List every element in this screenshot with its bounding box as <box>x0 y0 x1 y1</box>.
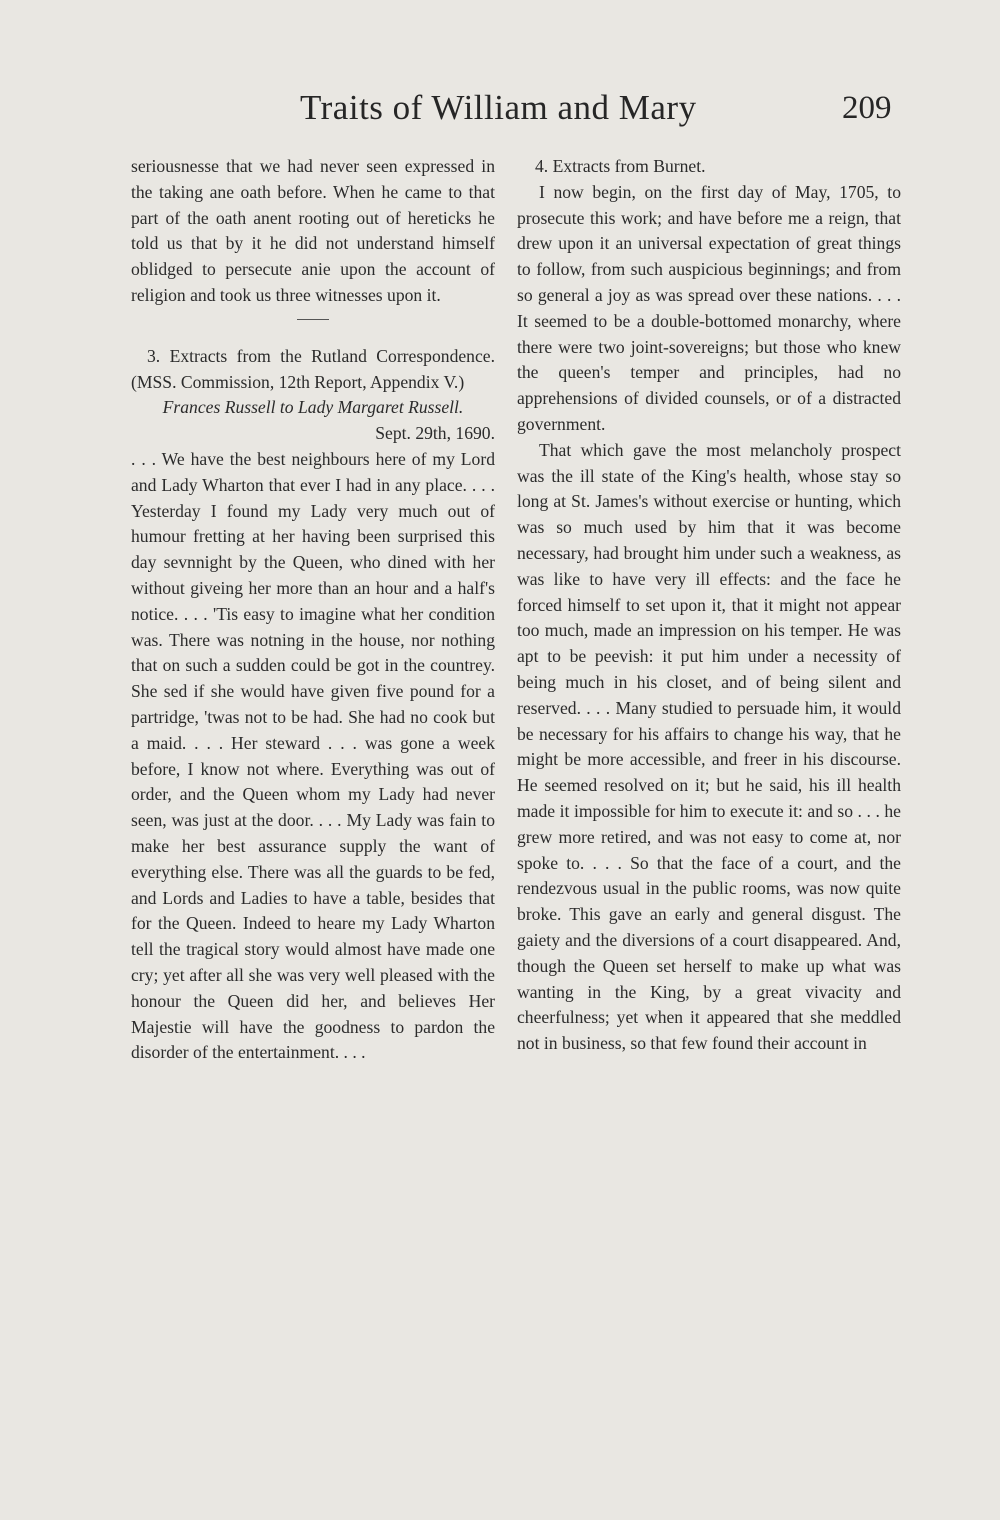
right-column <box>517 154 901 1057</box>
letter-body: . . . We have the best neighbours here of my Lord and Lady Wharton that ever I had in any place. . . . Yesterday I found my Lady very much out of humour fretting at her having been surprised this day sevnnight by the Queen, who dined with her without giveing her more than an hour and a half's notice. . . . 'Tis easy to imagine what her condition was. There was notning in the house, nor nothing that on such a sudden could be got in the countrey. She sed if she would have given five pound for a partridge, 'twas not to be had. She had no cook but a maid. . . . Her steward . . . was gone a week before, I know not where. Everything was out of order, and the Queen whom my Lady had never seen, was just at the door. . . . My Lady was fain to make her best assurance supply the want of everything else. There was all the guards to be fed, and Lords and Ladies to have a table, besides that for the Queen. Indeed to heare my Lady Wharton tell the tragical story would almost have made one cry; yet after all she was very well pleased with the honour the Queen did her, and believes Her Majestie will have the goodness to pardon the disorder of the entertainment. . . . <box>131 448 495 1063</box>
section-heading-rutland: 3. Extracts from the Rutland Correspondence. (MSS. Commission, 12th Report, Appendix V.) <box>131 345 495 392</box>
page-number: 209 <box>842 90 892 126</box>
burnet-paragraph-2: That which gave the most melancholy prospect was the ill state of the King's health, whose stay so long at St. James's without exercise or hunting, which was so much used by him that it was become necessary, had brought him under such a weakness, as was like to have very ill effects: and the face he forced himself to set upon it, that it might not appear too much, made an impression on his temper. He was apt to be peevish: it put him under a necessity of being much in his closet, and of being silent and reserved. . . . Many studied to persuade him, it would be necessary for his affairs to change his way, that he might be more accessible, and freer in his discourse. He seemed resolved on it; but he said, his ill health made it impossible for him to execute it: and so . . . he grew more retired, and was not easy to come at, nor spoke to. . . . So that the face of a court, and the rendezvous usual in the public rooms, was now quite broke. This gave an early and general disgust. The gaiety and the diversions of a court disappeared. And, though the Queen set herself to make up what was wanting in the King, by a great vivacity and cheerfulness; yet when it appeared that she meddled not in business, so that few found their account in <box>517 439 901 1054</box>
letter-heading: Frances Russell to Lady Margaret Russell. <box>162 397 464 418</box>
page-header <box>0 88 1000 138</box>
left-column <box>131 154 495 1066</box>
running-title: Traits of William and Mary <box>300 88 697 127</box>
section-heading-burnet: 4. Extracts from Burnet. <box>535 156 706 176</box>
letter-dateline: Sept. 29th, 1690. <box>375 423 495 444</box>
burnet-paragraph-1: I now begin, on the first day of May, 1705, to prosecute this work; and have before me a reign, that drew upon it an universal expectation of great things to follow, from such auspicious beginnings; and from so general a joy as was spread over these nations. . . . It seemed to be a double-bottomed monarchy, where there were two joint-sovereigns; but those who knew the queen's temper and principles, had no apprehensions of divided counsels, or of a distracted government. <box>517 181 901 434</box>
continuation-paragraph: seriousnesse that we had never seen expressed in the taking ane oath before. When he came to that part of the oath anent rooting out of hereticks he told us that by it he did not understand himself oblidged to persecute anie upon the account of religion and took us three witnesses upon it. <box>131 156 495 305</box>
section-divider <box>297 319 329 320</box>
